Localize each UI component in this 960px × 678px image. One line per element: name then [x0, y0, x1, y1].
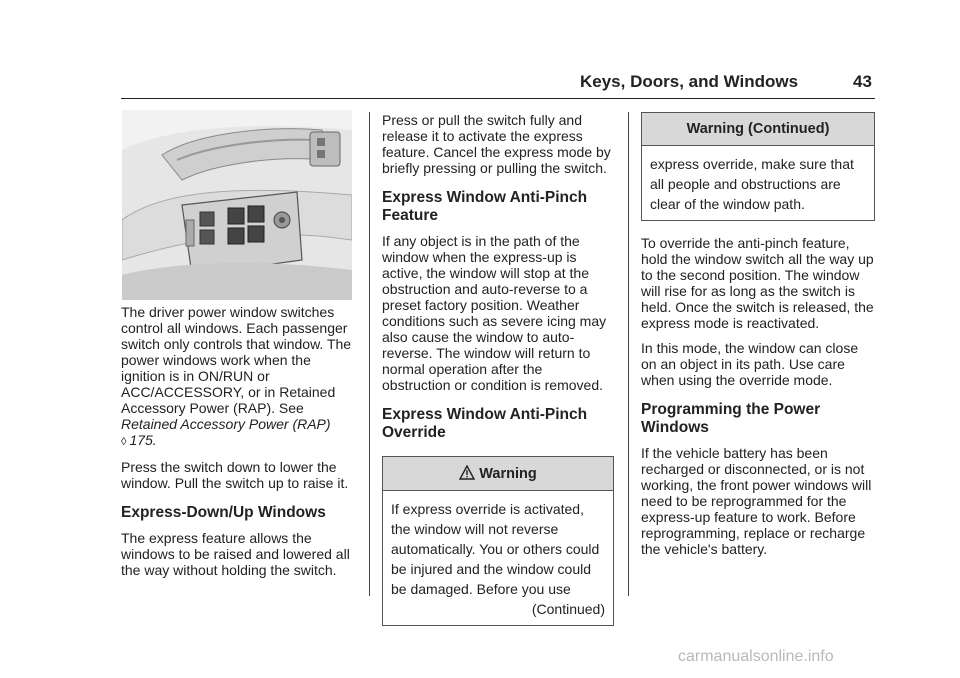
column-middle — [382, 112, 614, 626]
cross-reference-link[interactable]: Retained Accessory Power (RAP) — [121, 416, 331, 432]
heading-anti-pinch: Express Window Anti-Pinch Feature — [382, 189, 588, 224]
door-switch-illustration — [122, 110, 352, 300]
watermark: carmanualsonline.info — [678, 648, 834, 665]
page-ref-icon: ◊ — [121, 436, 127, 448]
warning-box-continued — [641, 112, 875, 221]
warning-header — [383, 457, 613, 491]
paragraph-text: The driver power window switches control all windows. Each passenger switch only controls that window. The power windows work when the ignition is in ON/RUN or ACC/ACCESSORY, or in Retained Accessory Power (RAP). See — [121, 304, 352, 416]
column-divider — [369, 112, 370, 596]
paragraph: The express feature allows the windows to be raised and lowered all the way without holding the switch. — [121, 530, 350, 578]
heading-override: Express Window Anti-Pinch Override — [382, 406, 588, 441]
paragraph: To override the anti-pinch feature, hold the window switch all the way up to the second position. The window will rise for as long as the switch is held. Once the switch is released, the express mode is reactivated. — [641, 235, 874, 331]
column-left — [121, 304, 356, 587]
warning-text: express override, make sure that all people and obstructions are clear of the window path. — [650, 156, 854, 212]
heading-programming: Programming the Power Windows — [641, 401, 821, 436]
warning-header: Warning (Continued) — [642, 113, 874, 146]
paragraph: Press the switch down to lower the window. Pull the switch up to raise it. — [121, 459, 349, 491]
paragraph: In this mode, the window can close on an object in its path. Use care when using the override mode. — [641, 340, 859, 388]
paragraph: If the vehicle battery has been recharged or disconnected, or is not working, the front power windows will need to be reprogrammed for the express-up feature to work. Before reprogramming, replace or recharge the vehicle's battery. — [641, 445, 872, 557]
warning-text: If express override is activated, the window will not reverse automatically. You or others could be injured and the window could be damaged. Before you use — [391, 501, 600, 597]
paragraph: If any object is in the path of the window when the express-up is active, the window will stop at the obstruction and auto-reverse to a preset factory position. Weather conditions such as severe icing may also cause the window to auto-reverse. The window will return to normal operation after the obstruction or condition is removed. — [382, 233, 607, 393]
heading-express-down-up: Express-Down/Up Windows — [121, 504, 326, 521]
paragraph: Press or pull the switch fully and release it to activate the express feature. Cancel the express mode by briefly pressing or pulling the switch. — [382, 112, 611, 176]
warning-box — [382, 456, 614, 626]
cross-reference-page[interactable]: 175. — [129, 432, 157, 448]
section-title: Keys, Doors, and Windows — [580, 72, 799, 91]
header-rule — [121, 98, 875, 99]
warning-body — [383, 491, 613, 625]
page-number: 43 — [853, 72, 872, 91]
warning-icon — [459, 465, 475, 481]
paragraph — [121, 304, 356, 450]
column-divider — [628, 112, 629, 596]
column-right — [641, 112, 875, 566]
warning-title: Warning — [479, 466, 537, 482]
continued-label: (Continued) — [531, 601, 605, 617]
